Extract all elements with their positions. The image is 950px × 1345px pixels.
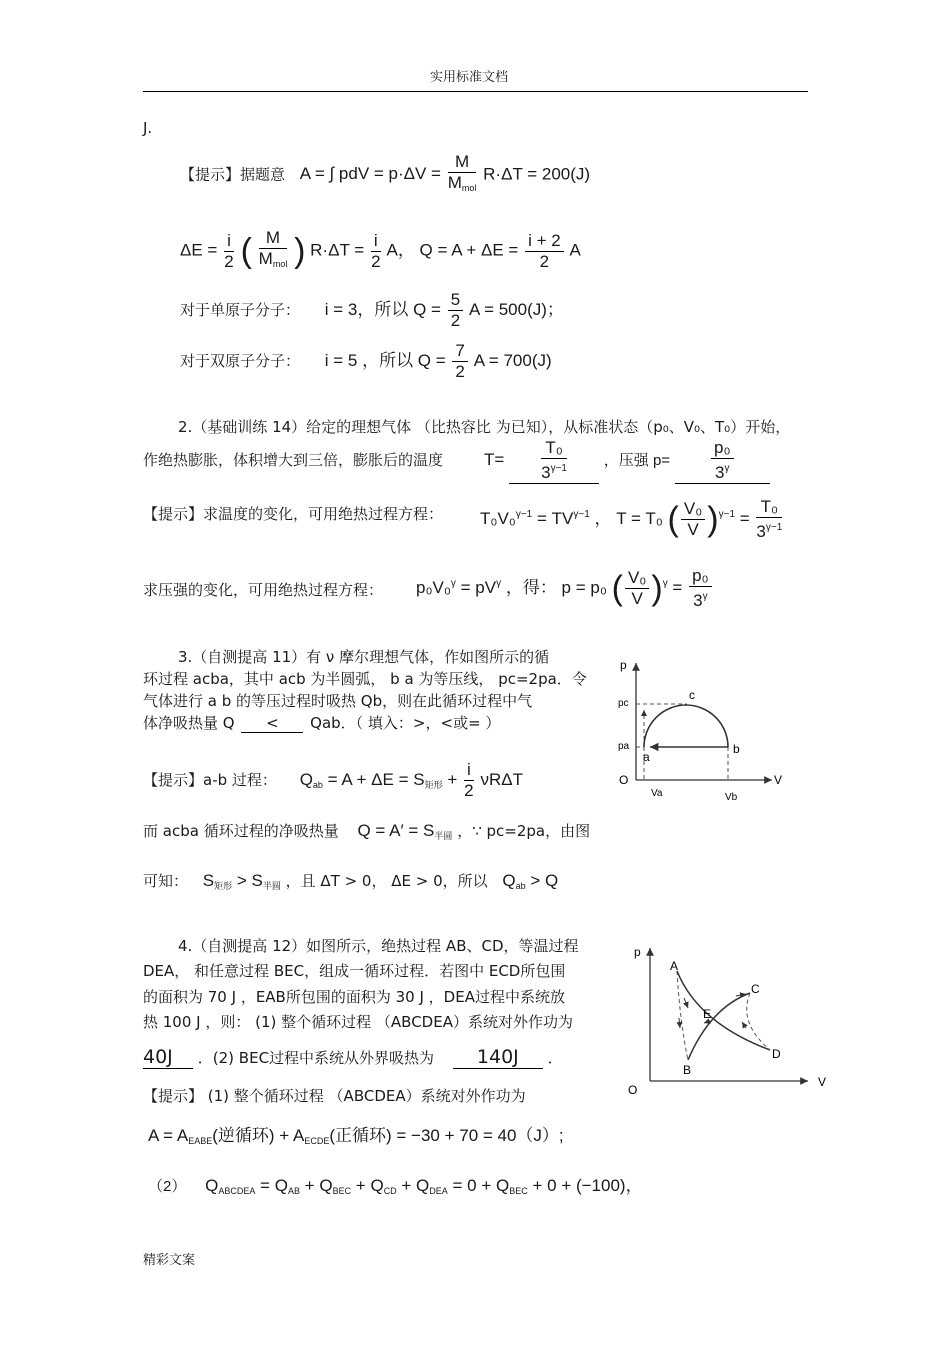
C-label: C <box>751 982 760 996</box>
p3-net-semi: 半圆 <box>434 831 453 841</box>
p3-know-ab: ab <box>515 881 526 891</box>
p4-hint-eabe: EABE <box>188 1136 213 1146</box>
t-label: T= <box>484 449 505 469</box>
p3-know-a: 可知： <box>143 872 189 890</box>
hint1-exp-b: γ−1 <box>573 508 590 520</box>
figure-4-pv-diagram <box>620 938 835 1103</box>
hint2-eq-b: = pV <box>460 577 497 597</box>
hint2-res-exp: γ <box>702 591 708 602</box>
eq1-lhs: A = ∫ pdV = p·ΔV = <box>299 164 441 184</box>
p4-hint-fwd: (正循环) = −30 + 70 = 40（J）; <box>329 1126 564 1145</box>
p3-line4b: Qab．（ 填入：>，<或= ） <box>310 714 501 732</box>
hint2-res <box>689 566 712 611</box>
eq2-i-b: i <box>371 231 381 252</box>
p4-hint-inv: (逆循环) + A <box>212 1126 305 1145</box>
mono-num: 5 <box>448 290 463 311</box>
eq2-M: M <box>259 228 288 249</box>
q2-f: = 0 + Q <box>447 1176 510 1195</box>
hint2-vfrac <box>625 568 649 609</box>
page-header: 实用标准文档 <box>430 70 509 85</box>
p2-hint1-label: 【提示】求温度的变化，可用绝热过程方程： <box>143 505 444 523</box>
ans2-blank <box>453 1046 543 1069</box>
p3-line2: 环过程 acba，其中 acb 为半圆弧， b a 为等压线， pc=2pa．令 <box>143 670 587 688</box>
hint2-eq-c: ，得： p = p₀ <box>505 577 607 597</box>
p3-net-eq-text: Q = A′ = S <box>357 821 435 840</box>
p3-line4 <box>143 712 500 733</box>
p-axis-label: p <box>620 658 627 672</box>
p3-net-eq <box>357 821 452 840</box>
q2-label: （2） <box>148 1178 187 1195</box>
hint2-v: V <box>631 589 643 608</box>
p3-hint-ab: ab <box>312 779 323 790</box>
eq2-2-b: 2 <box>371 251 381 271</box>
arrow-A <box>684 998 688 1008</box>
eq2-a: ΔE = <box>180 240 218 260</box>
p3-know-s: S <box>202 871 215 890</box>
eq1-fraction <box>448 152 477 198</box>
p4-q2 <box>148 1171 643 1196</box>
q2-cd: CD <box>383 1186 397 1196</box>
p3-know-gt: > S <box>232 871 263 890</box>
q2-bec2: BEC <box>509 1186 528 1196</box>
p3-hint-q: Q <box>299 769 313 789</box>
p3-net-a: 而 acba 循环过程的净吸热量 <box>143 822 339 840</box>
p-exp: γ <box>724 463 730 474</box>
p4-dot: ． <box>547 1049 563 1067</box>
p2-hint2 <box>143 579 383 600</box>
p4-hint-eq <box>148 1121 564 1146</box>
q2-dea: DEA <box>429 1186 448 1196</box>
ans2: 140J <box>476 1046 519 1068</box>
p4-hint: 【提示】 (1) 整个循环过程 （ABCDEA）系统对外作功为 <box>143 1087 526 1105</box>
p4-line4: 热 100 J ，则： (1) 整个循环过程 （ABCDEA）系统对外作功为 <box>143 1013 573 1031</box>
hint2-res-num: p₀ <box>689 566 712 587</box>
a-label: a <box>643 750 650 764</box>
p3-line4a: 体净吸热量 Q <box>143 714 235 732</box>
hint1-v: V <box>687 520 699 539</box>
mono-den: 2 <box>450 311 461 330</box>
di-i: i = 5 ，所以 Q = <box>324 350 446 370</box>
E-label: E <box>703 1007 712 1021</box>
p3-answer: < <box>266 714 279 732</box>
p3-hint-2: 2 <box>464 781 474 800</box>
p2-line2: 作绝热膨胀，体积增大到三倍，膨胀后的温度 <box>143 451 444 469</box>
p3-know <box>143 870 558 892</box>
t-den: 3 <box>541 463 551 482</box>
origin-label: O <box>628 1083 638 1097</box>
p2-hint1-eq: $T_0V_0^{\gamma-1} = TV^{\gamma-1}$ ， T = T₀ ( $\frac{\text{V₀}}{V}$ )$^{\gamma-1}$ = $\frac{\text{T₀}}{3^{\gamma-1}}$ <box>480 497 783 541</box>
c-label: c <box>689 688 695 702</box>
p3-hint-eq-b: = A + ΔE = S <box>327 769 425 789</box>
eq2-mol: mol <box>272 259 288 269</box>
eq2-Mmol: M <box>258 249 273 268</box>
mono-frac <box>448 290 463 331</box>
p-answer-blank <box>675 438 770 484</box>
header-rule <box>143 91 808 92</box>
semicircle-acb <box>644 705 728 747</box>
p2-hint2-eq: $p_0V_0^\gamma = pV^\gamma$ ，得： p = p₀ ( $\frac{\text{V₀}}{V}$ )$^\gamma$ = $\frac{\text{p₀}}{3^\gamma}$ <box>416 566 714 611</box>
p3-know-semi: 半圆 <box>262 881 281 891</box>
q2-ab: AB <box>287 1186 300 1196</box>
B-label: B <box>683 1063 692 1077</box>
ans1-blank <box>143 1046 193 1069</box>
hint2-exp-c: γ <box>662 577 668 589</box>
p3-know-final <box>502 871 558 890</box>
q2-all: ABCDEA <box>218 1186 256 1196</box>
p3-know-eq <box>203 871 286 890</box>
curve-AB-dashed <box>677 971 688 1060</box>
A-label: A <box>670 959 679 973</box>
hint-label: 【提示】据题意 <box>180 166 286 184</box>
q2-bec: BEC <box>332 1186 352 1196</box>
hint-1-eq2: ΔE = $\frac{i}{2}$ ( $\frac{M}{M_{mol}}$ ) R·ΔT = $\frac{i}{2}$ A， Q = A + ΔE = $\frac{i + 2}{2}$ A <box>180 228 581 274</box>
origin-label: O <box>619 773 629 787</box>
q2-c: + Q <box>299 1176 333 1195</box>
eq2-2: 2 <box>224 251 234 271</box>
t-exp: γ−1 <box>550 463 567 474</box>
hint1-res-den: 3 <box>756 522 766 541</box>
p3-hint-rect: 矩形 <box>424 779 443 790</box>
p4-line3: 的面积为 70 J ，EAB所包围的面积为 30 J ，DEA过程中系统放 <box>143 988 565 1006</box>
hint1-eq-a: T₀V₀ <box>480 508 516 528</box>
eq2-frac-m <box>259 228 288 274</box>
hint2-exp-b: γ <box>496 577 502 589</box>
hint2-eq-sign: = <box>672 577 683 597</box>
eq2-i2: i + 2 <box>525 231 564 252</box>
di-label: 对于双原子分子： <box>180 352 301 370</box>
p3-hint-eq <box>299 760 524 800</box>
hint1-res <box>756 497 782 542</box>
p3-hint-i: i <box>464 760 474 781</box>
di-frac <box>452 341 467 382</box>
hint1-res-exp: γ−1 <box>765 522 783 533</box>
mono-i: i = 3，所以 Q = <box>324 299 441 319</box>
eq2-i: i <box>224 231 234 252</box>
p-frac <box>711 438 734 483</box>
mono-label: 对于单原子分子： <box>180 301 301 319</box>
pa-label: pa <box>618 741 630 752</box>
pc-label: pc <box>618 698 629 709</box>
hint2-eq-a: p₀V₀ <box>416 577 451 597</box>
arrow-D <box>742 1022 746 1028</box>
hint1-eq-sign: = <box>739 508 750 528</box>
q2-g: + 0 + (−100)， <box>527 1176 643 1195</box>
eq2-b: R·ΔT = <box>310 240 365 260</box>
p3-know-q: Q <box>502 871 516 890</box>
hint1-v0: V₀ <box>681 499 705 520</box>
figure-3-pv-diagram <box>610 655 795 810</box>
t-frac <box>541 438 567 483</box>
p2-hint2-label: 求压强的变化，可用绝热过程方程： <box>143 581 384 599</box>
eq1-rhs: R·ΔT = 200(J) <box>483 164 591 184</box>
p3-hint-eq-c: + <box>447 769 458 789</box>
b-label: b <box>733 742 740 756</box>
p3-hint-label: 【提示】a-b 过程： <box>143 770 277 789</box>
p3-know-gtq: > Q <box>525 871 559 890</box>
p3-line1: 3.（自测提高 11）有 ν 摩尔理想气体，作如图所示的循 <box>178 648 550 666</box>
continuation-text: J. <box>143 119 153 137</box>
q2-q: Q <box>205 1176 219 1195</box>
mono-line <box>180 290 564 331</box>
p3-know-rect: 矩形 <box>214 881 233 891</box>
di-res: A = 700(J) <box>473 350 552 370</box>
p-num: p₀ <box>711 438 734 459</box>
eq2-d: A <box>569 240 581 260</box>
p3-hint-frac <box>464 760 474 801</box>
p4-line5 <box>143 1046 563 1069</box>
p3-know-b: ，且 ΔT > 0， ΔE > 0，所以 <box>285 872 488 890</box>
di-num: 7 <box>452 341 467 362</box>
p-label: ，压强 p= <box>603 451 671 469</box>
arrow-B <box>679 1018 680 1028</box>
p4-hint-eq-a: A = A <box>148 1126 189 1145</box>
eq2-frac-i22 <box>525 231 564 272</box>
hint1-exp: γ−1 <box>515 508 533 520</box>
p4-hint-ecde: ECDE <box>304 1136 330 1146</box>
eq1-den: M <box>447 173 462 192</box>
di-den: 2 <box>455 362 465 381</box>
di-line <box>180 341 552 382</box>
eq1-den-sub: mol <box>461 183 477 193</box>
eq2-c: A， Q = A + ΔE = <box>386 240 519 260</box>
hint1-eq-b: = TV <box>536 508 574 528</box>
page-footer: 精彩文案 <box>143 1253 196 1268</box>
q2-d: + Q <box>351 1176 384 1195</box>
hint2-res-den: 3 <box>693 591 703 610</box>
eq2-2-c: 2 <box>539 251 550 271</box>
hint-1-eq1 <box>180 152 590 198</box>
t-answer-blank <box>509 438 599 484</box>
p4-line5-text: ．(2) BEC过程中系统从外界吸热为 <box>197 1049 435 1067</box>
p3-hint <box>143 760 523 801</box>
v-axis-label: V <box>818 1075 827 1089</box>
hint1-eq-c: ， T = T₀ <box>594 508 663 528</box>
mono-res: A = 500(J)； <box>468 299 564 319</box>
hint2-exp: γ <box>450 577 456 589</box>
hint1-vfrac <box>681 499 705 540</box>
p4-line2: DEA， 和任意过程 BEC，组成一循环过程．若图中 ECD所包围 <box>143 962 566 980</box>
p4-line1: 4.（自测提高 12）如图所示，绝热过程 AB、CD，等温过程 <box>178 937 579 955</box>
ans1: 40J <box>143 1046 173 1068</box>
vb-label: Vb <box>725 792 738 803</box>
p3-line3: 气体进行 a b 的等压过程时吸热 Qb，则在此循环过程中气 <box>143 692 533 710</box>
D-label: D <box>772 1047 781 1061</box>
p2-hint1 <box>143 503 443 524</box>
p2-answers <box>484 438 770 484</box>
p-den: 3 <box>715 463 725 482</box>
eq1-num: M <box>448 152 477 173</box>
eq2-frac-i2 <box>224 231 234 272</box>
hint2-v0: V₀ <box>625 568 649 589</box>
va-label: Va <box>651 788 663 799</box>
p-axis-label: p <box>634 945 641 959</box>
eq2-frac-i2b <box>371 231 381 272</box>
q2-e: + Q <box>396 1176 430 1195</box>
hint1-res-num: T₀ <box>756 497 782 518</box>
p3-net-b: ，∵ pc=2pa，由图 <box>457 822 591 840</box>
q2-b: = Q <box>255 1176 288 1195</box>
p3-hint-eq-d: νRΔT <box>480 769 524 789</box>
hint1-exp-c: γ−1 <box>718 508 736 520</box>
t-num: T₀ <box>541 438 567 459</box>
p3-net <box>143 820 590 842</box>
v-axis-label: V <box>774 773 783 787</box>
p2-line1: 2.（基础训练 14）给定的理想气体 （比热容比 为已知），从标准状态（p₀、V₀、T₀）开始， <box>178 418 791 436</box>
p3-answer-blank <box>241 714 303 733</box>
